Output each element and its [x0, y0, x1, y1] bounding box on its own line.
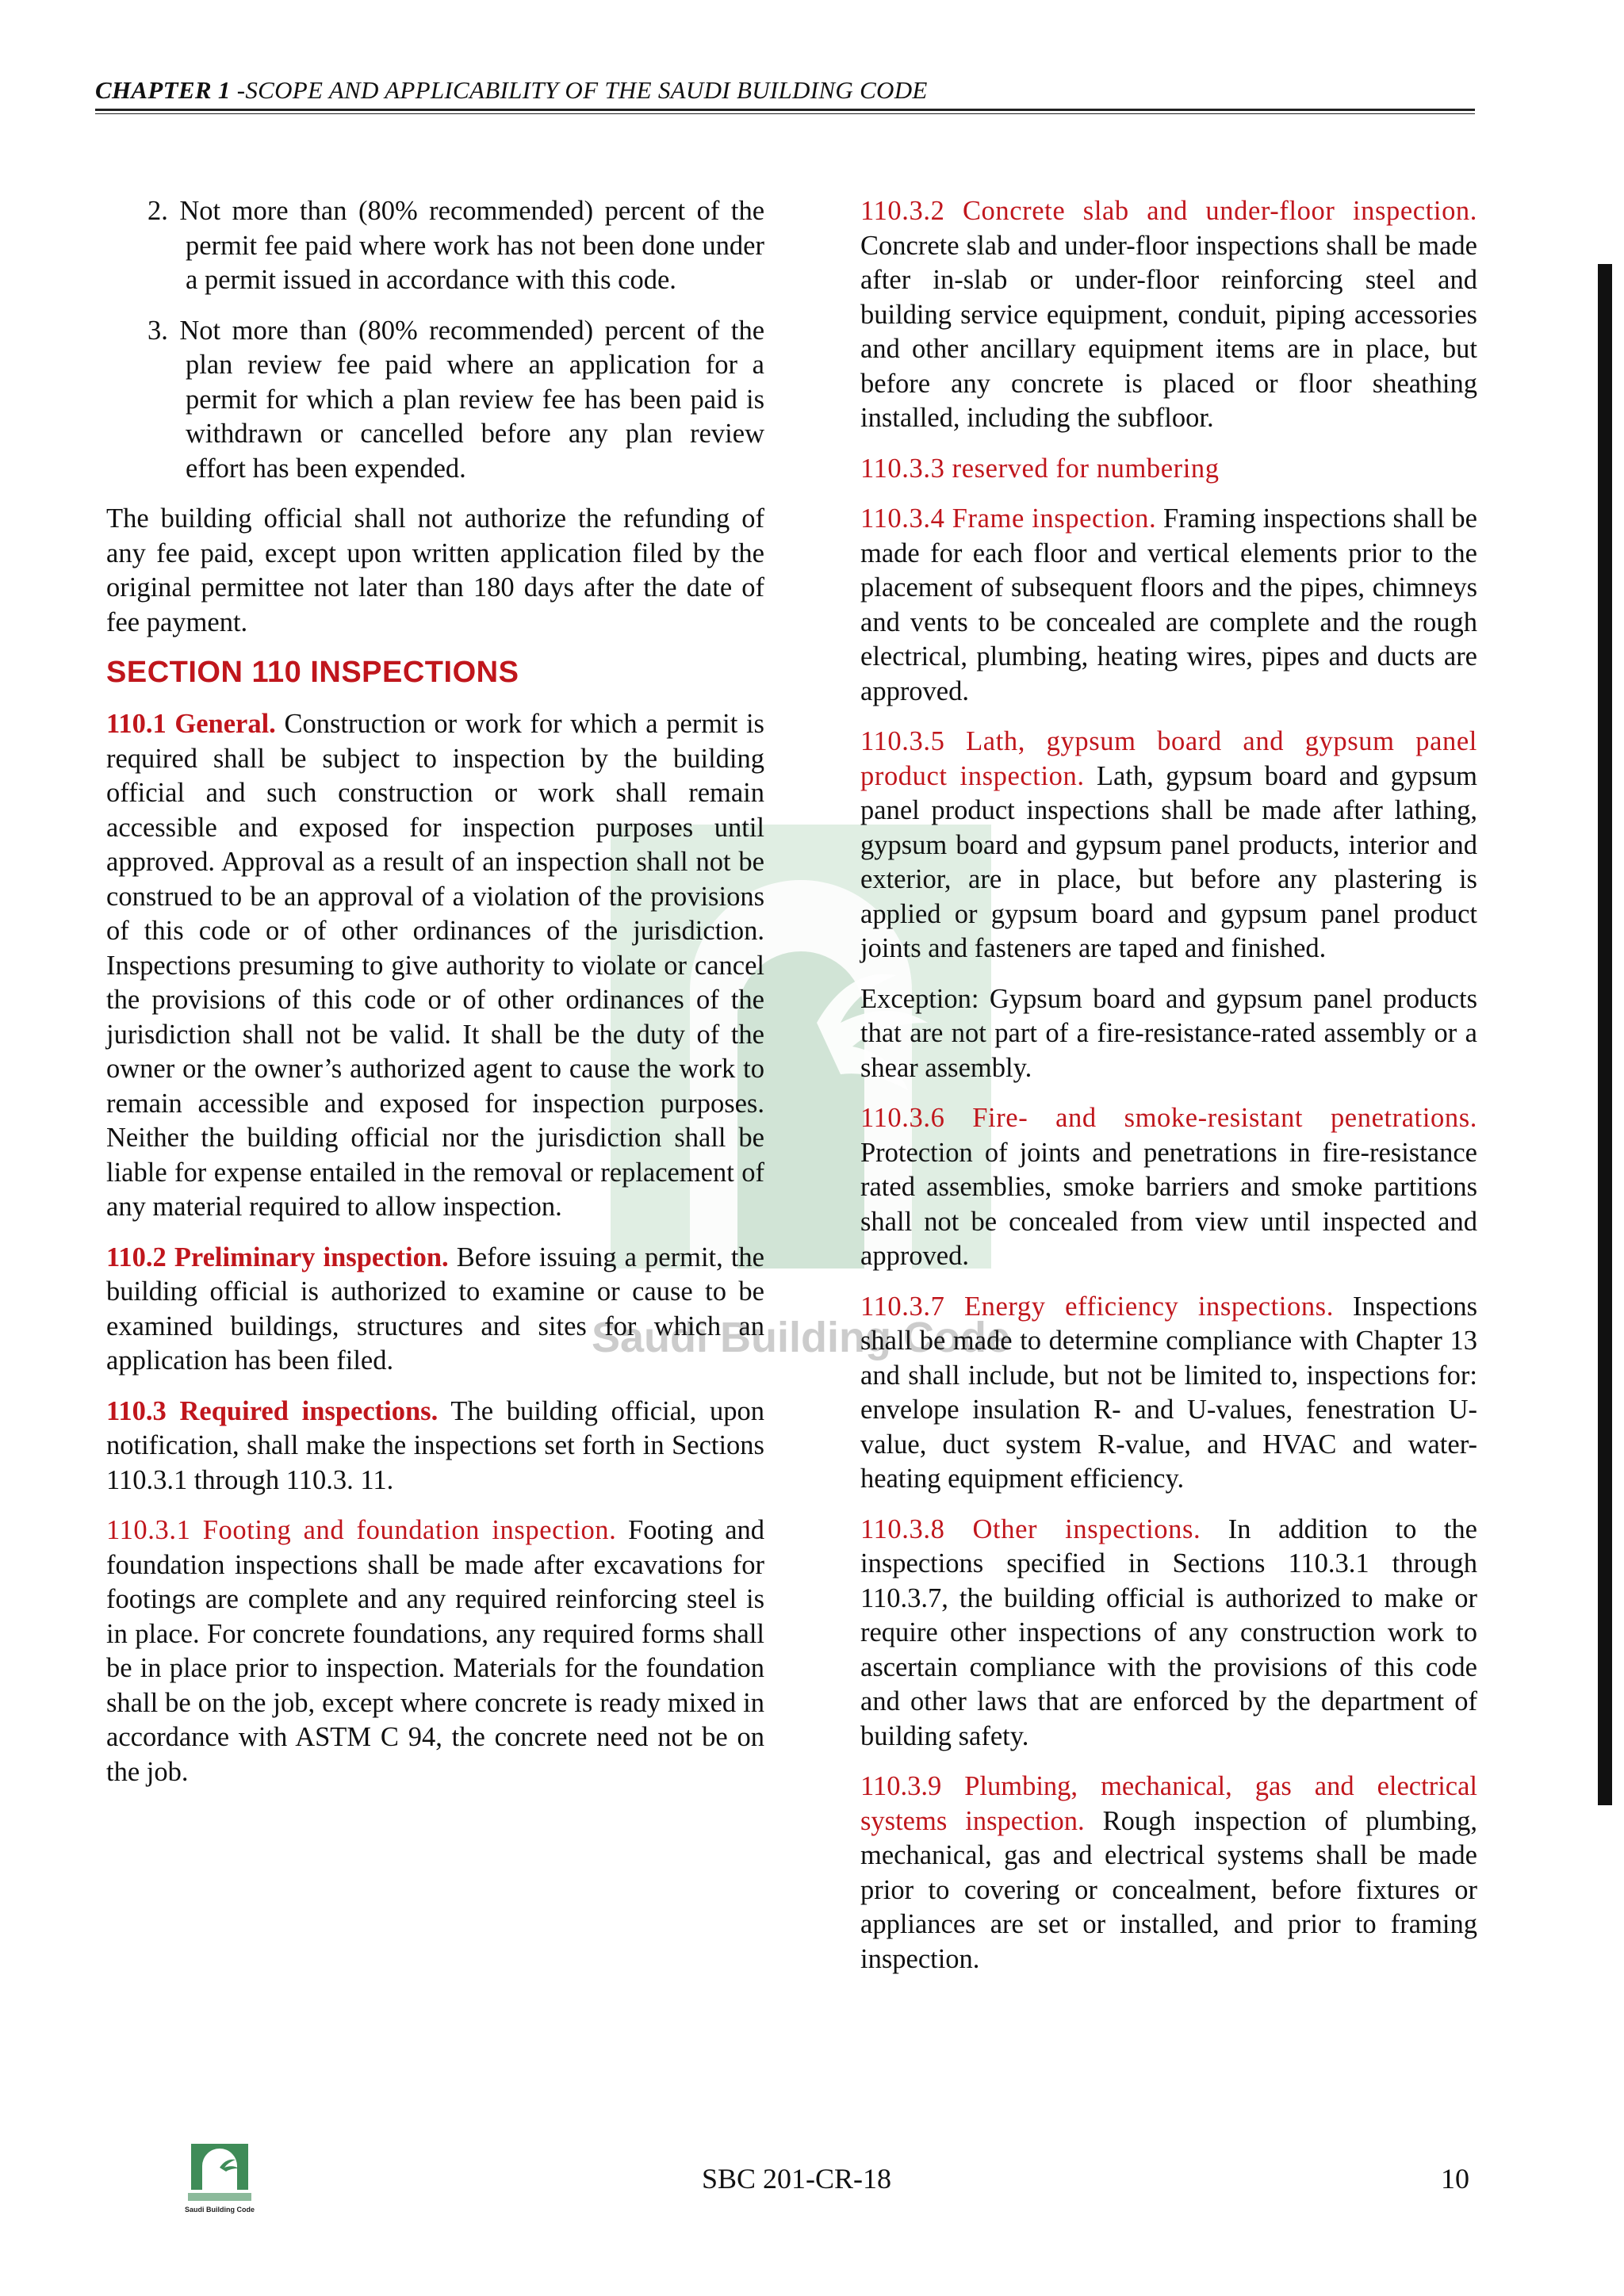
- section-110-2: 110.2 Preliminary inspection. Before issuing a permit, the building official is authorized to examine or cause to be examined buildings, structures and sites for which an application has been filed.: [106, 1242, 764, 1376]
- section-110-3-6: 110.3.6 Fire- and smoke-resistant penetrations. Protection of joints and penetrations in fire-resistance rated assemblies, smoke barriers and smoke partitions shall not be concealed from view until inspected and approved.: [860, 1103, 1477, 1271]
- section-110-3-6-title: 110.3.6 Fire- and smoke-resistant penetrations.: [860, 1103, 1477, 1133]
- left-column: [106, 194, 765, 1805]
- section-110-1-title: 110.1 General.: [106, 709, 276, 739]
- refund-list-item-3: 3. Not more than (80% recommended) percent of the plan review fee paid where an application for a permit for which a plan review fee has been paid is withdrawn or cancelled before any plan review effort has been expended.: [147, 315, 765, 484]
- header-rule: [95, 109, 1475, 111]
- section-110-3-1: 110.3.1 Footing and foundation inspection. Footing and foundation inspections shall be made after excavations for footings are complete and any required reinforcing steel is in place. For concrete foundations, any required forms shall be in place prior to inspection. Materials for the foundation shall be on the job, except where concrete is ready mixed in accordance with ASTM C 94, the concrete need not be on the job.: [106, 1515, 765, 1787]
- chapter-title: -SCOPE AND APPLICABILITY OF THE SAUDI BUILDING CODE: [230, 76, 928, 104]
- section-110-3-title: 110.3 Required inspections.: [106, 1395, 439, 1426]
- footer-logo-caption: Saudi Building Code: [185, 2206, 255, 2214]
- section-110-3-3-title: 110.3.3 reserved for numbering: [860, 453, 1220, 484]
- section-110-3-9: 110.3.9 Plumbing, mechanical, gas and electrical systems inspection. Rough inspection of plumbing, mechanical, gas and electrical systems shall be made prior to covering or concealment, before fixtures or appliances are set or installed, and prior to framing inspection.: [860, 1771, 1477, 1974]
- section-110-3-4-title: 110.3.4 Frame inspection.: [860, 503, 1157, 534]
- section-110-3-4: 110.3.4 Frame inspection. Framing inspections shall be made for each floor and vertical elements prior to the placement of subsequent floors and the pipes, chimneys and vents to be concealed are complete and the rough electrical, plumbing, heating wires, pipes and ducts are approved.: [860, 503, 1477, 706]
- section-110-3-8-title: 110.3.8 Other inspections.: [860, 1513, 1201, 1544]
- section-110-3-7: 110.3.7 Energy efficiency inspections. Inspections shall be made to determine compliance with Chapter 13 and shall include, but not be limited to, inspections for: envelope insulation R- and U-values, fenestration U-value, duct system R-value, and HVAC and water-heating equipment efficiency.: [860, 1291, 1477, 1494]
- exception-paragraph: Exception: Gypsum board and gypsum panel products that are not part of a fire-resistance-rated assembly or a shear assembly.: [860, 983, 1477, 1083]
- chapter-label: CHAPTER 1: [95, 76, 231, 104]
- section-110-3-8: 110.3.8 Other inspections. In addition to the inspections specified in Sections 110.3.1 through 110.3.7, the building official is authorized to make or require other inspections of any construction work to ascertain compliance with the provisions of this code and other laws that are enforced by the department of building safety.: [860, 1513, 1477, 1751]
- section-110-3-1-title: 110.3.1 Footing and foundation inspection.: [106, 1515, 617, 1545]
- section-110-3-9-title: 110.3.9 Plumbing, mechanical, gas and electrical systems inspection.: [860, 1771, 1477, 1836]
- section-110-3-5: 110.3.5 Lath, gypsum board and gypsum panel product inspection. Lath, gypsum board and gypsum panel product inspections shall be made after lathing, gypsum board and gypsum panel products, interior and exterior, are in place, but before any plastering is applied or gypsum board and gypsum panel product joints and fasteners are taped and finished.: [860, 726, 1478, 963]
- refund-list-item-2: 2. Not more than (80% recommended) percent of the permit fee paid where work has not been done under a permit issued in accordance with this code.: [147, 196, 765, 295]
- right-column: [860, 194, 1477, 1992]
- page-number: 10: [1441, 2163, 1469, 2195]
- section-heading: SECTION 110 INSPECTIONS: [106, 656, 519, 689]
- footer-code: SBC 201-CR-18: [702, 2163, 892, 2195]
- section-110-3-5-title: 110.3.5 Lath, gypsum board and gypsum panel product inspection.: [860, 726, 1477, 791]
- section-110-3-2-title: 110.3.2 Concrete slab and under-floor inspection.: [860, 196, 1477, 226]
- sbc-footer-logo: [183, 2141, 256, 2217]
- running-header: [95, 78, 1475, 102]
- header-rule-thin: [95, 113, 1475, 114]
- refund-paragraph: The building official shall not authorize the refunding of any fee paid, except upon written application filed by the original permittee not later than 180 days after the date of fee payment.: [106, 503, 764, 637]
- chapter-tab-bar: [1598, 264, 1612, 1805]
- section-110-3-2: 110.3.2 Concrete slab and under-floor inspection. Concrete slab and under-floor inspections shall be made after in-slab or under-floor reinforcing steel and building service equipment, conduit, piping accessories and other ancillary equipment items are in place, but before any concrete is placed or floor sheathing installed, including the subfloor.: [860, 196, 1477, 433]
- section-110-1: 110.1 General. Construction or work for which a permit is required shall be subject to inspection by the building official and such construction or work shall remain accessible and exposed for inspection purposes until approved. Approval as a result of an inspection shall not be construed to be an approval of a violation of the provisions of this code or of other ordinances of the jurisdiction. Inspections presuming to give authority to violate or cancel the provisions of this code or of other ordinances of the jurisdiction shall not be valid. It shall be the duty of the owner or the owner’s authorized agent to cause the work to remain accessible and exposed for inspection purposes. Neither the building official nor the jurisdiction shall be liable for expense entailed in the removal or replacement of any material required to allow inspection.: [106, 709, 764, 1222]
- watermark-caption: Saudi Building Code: [592, 1314, 1010, 1361]
- section-110-2-title: 110.2 Preliminary inspection.: [106, 1242, 449, 1272]
- section-110-3: 110.3 Required inspections. The building official, upon notification, shall make the inspections set forth in Sections 110.3.1 through 110.3. 11.: [106, 1395, 764, 1495]
- section-110-3-7-title: 110.3.7 Energy efficiency inspections.: [860, 1291, 1334, 1322]
